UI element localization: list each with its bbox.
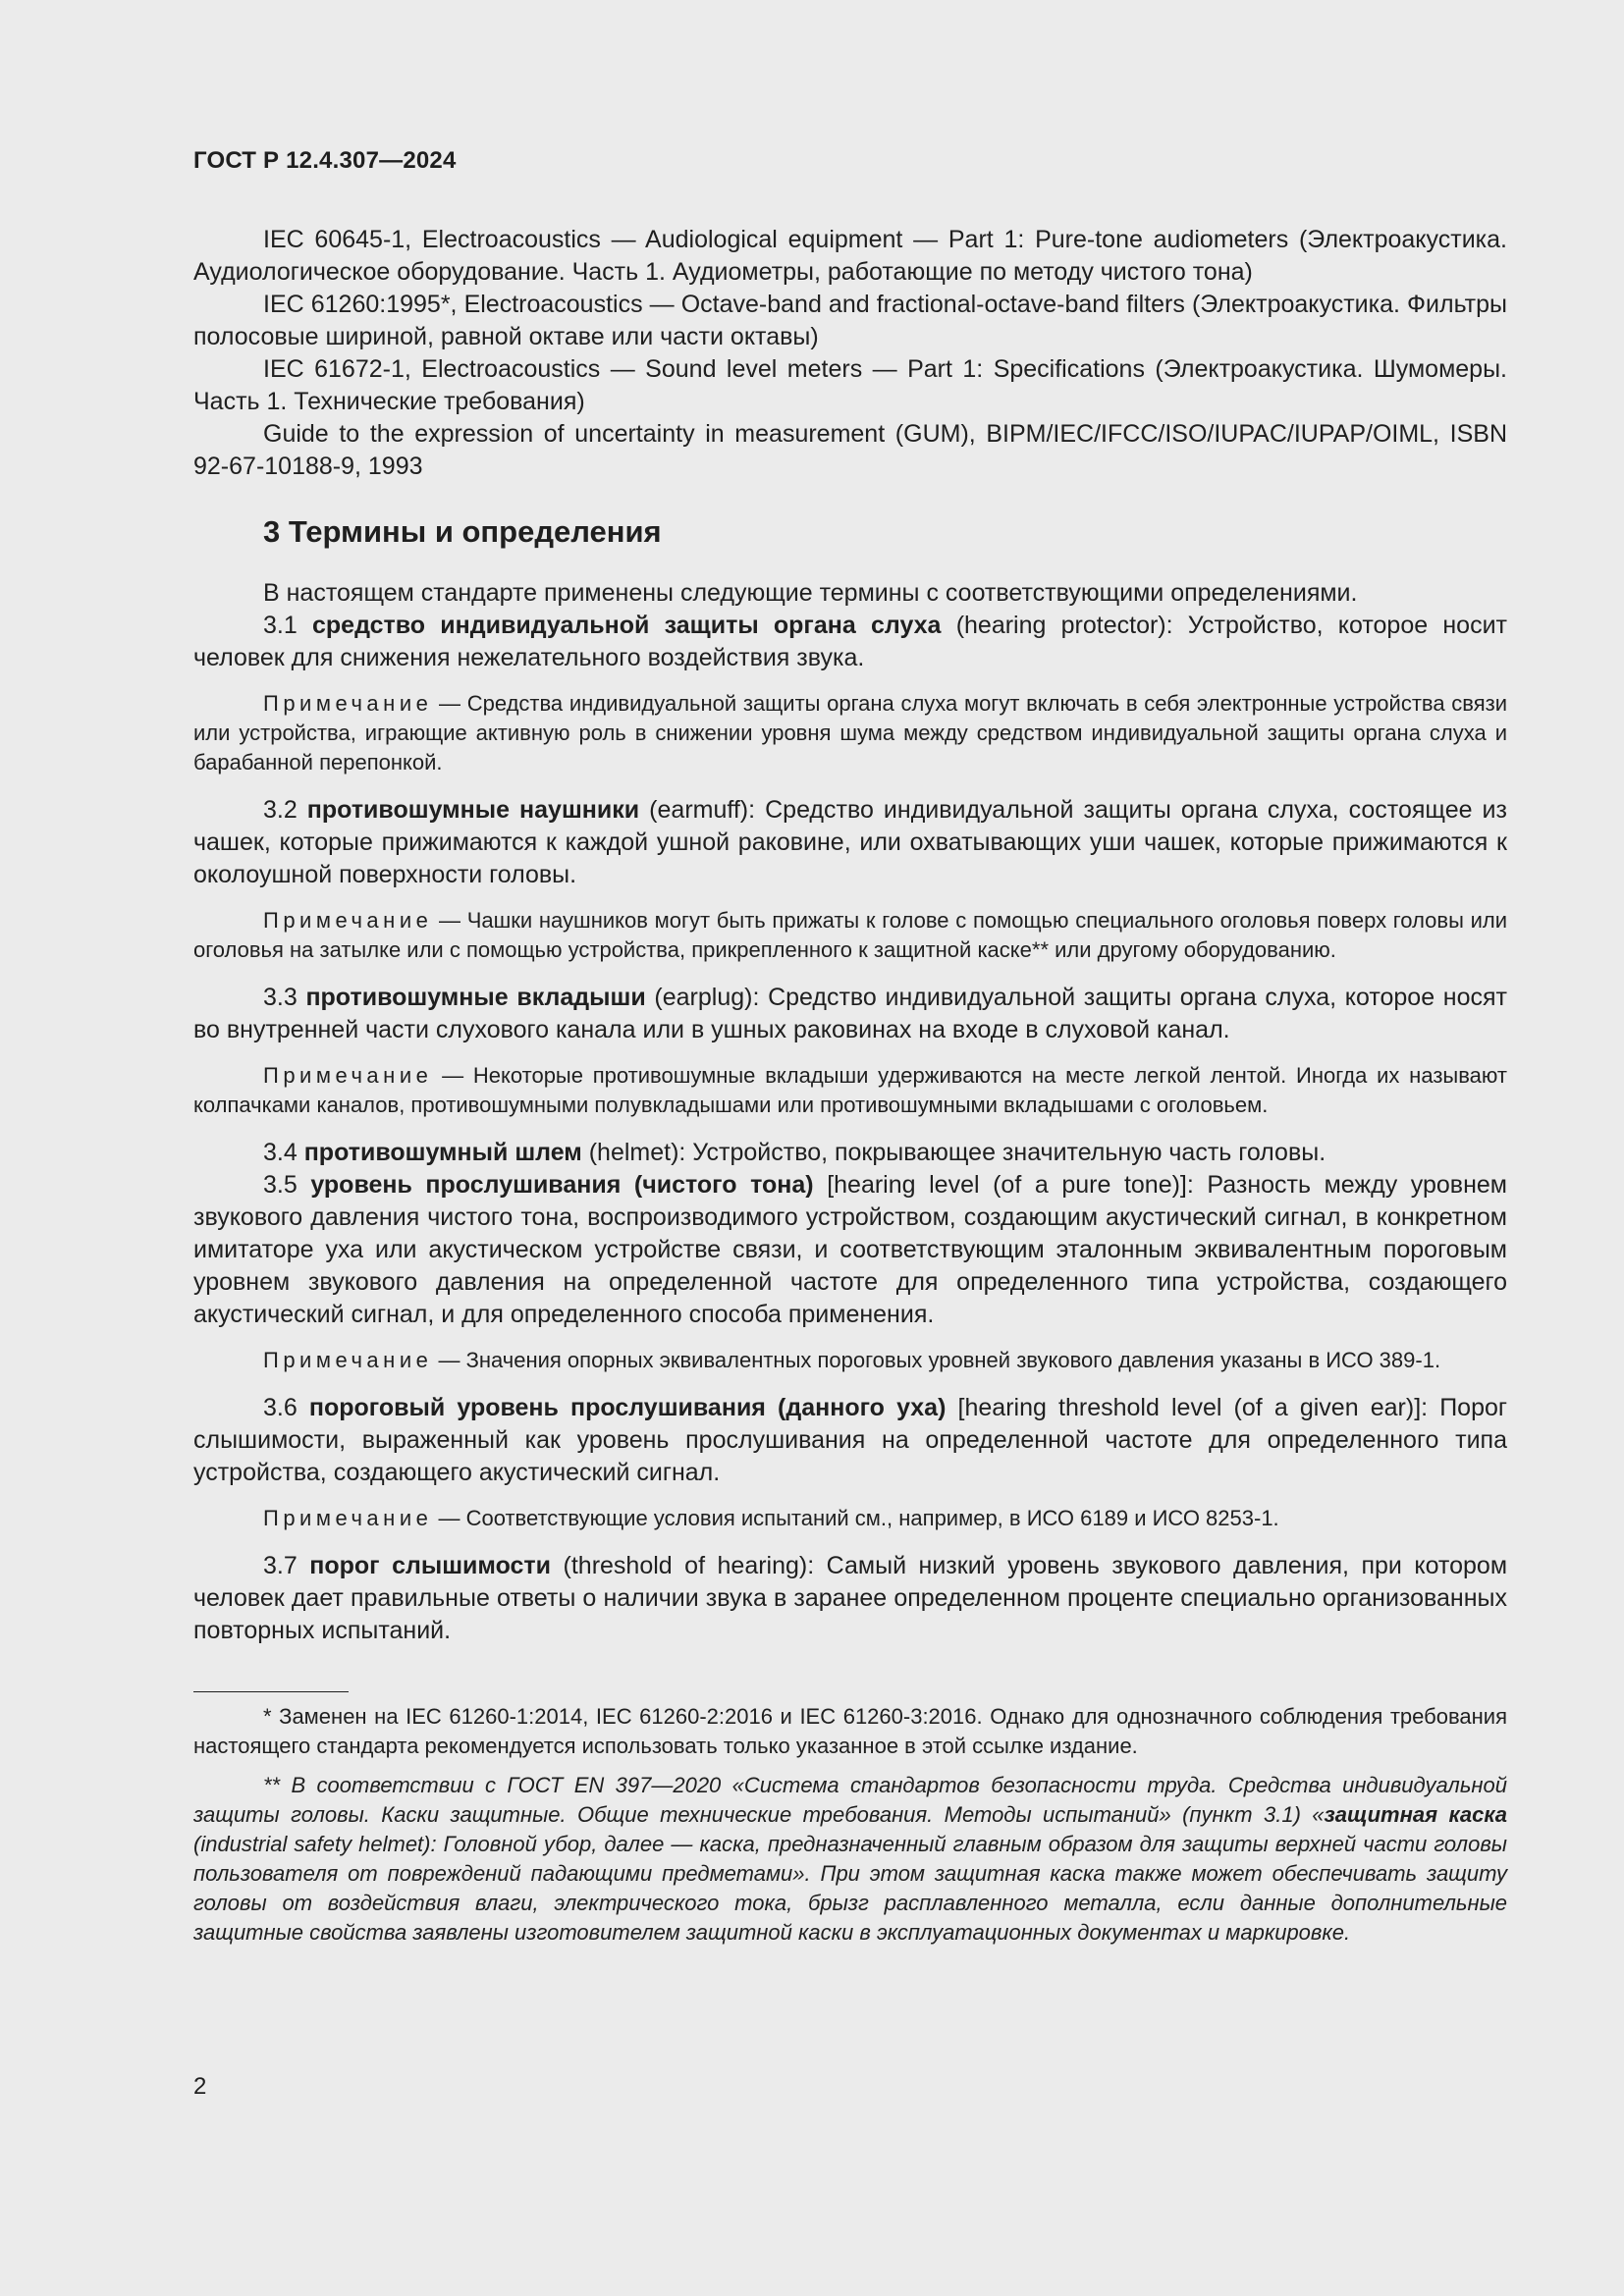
term-name: средство индивидуальной защиты органа слуха xyxy=(311,612,942,639)
term-number: 3.6 xyxy=(263,1394,309,1421)
term-number: 3.4 xyxy=(263,1139,304,1166)
section-intro: В настоящем стандарте применены следующие термины с соответствующими определениями. xyxy=(263,579,1358,607)
note-3-3 xyxy=(193,1061,1507,1120)
term-3-2 xyxy=(193,794,1507,891)
footnote-separator xyxy=(193,1691,349,1692)
note-text: — Чашки наушников могут быть прижаты к голове с помощью специального оголовья поверх головы или оголовья на затылке или с помощью устройства, прикрепленного к защитной каске** или другому оборудованию. xyxy=(193,908,1507,962)
term-3-7 xyxy=(193,1550,1507,1647)
footnote-2-term: защитная каска xyxy=(1324,1802,1507,1827)
reference-4: Guide to the expression of uncertainty in measurement (GUM), BIPM/IEC/IFCC/ISO/IUPAC/IUPAP/OIML, ISBN 92-67-10188-9, 1993 xyxy=(193,420,1507,480)
term-definition: [hearing threshold level (of a given ear)]: Порог слышимости, выраженный как уровень прослушивания на определенной частоте для определенного типа устройства, создающего акустический сигнал. xyxy=(193,1394,1508,1486)
term-3-5 xyxy=(193,1169,1507,1331)
footnote-2 xyxy=(193,1771,1507,1948)
term-name: противошумные вкладыши xyxy=(305,984,646,1011)
note-3-5 xyxy=(193,1346,1507,1375)
note-3-2 xyxy=(193,906,1507,965)
term-number: 3.1 xyxy=(263,612,312,639)
footnote-2-text: (industrial safety helmet): Головной убор, далее — каска, предназначенный главным образом для защиты верхней части головы пользователя от повреждений падающими предметами». При этом защитная каска также может обеспечивать защиту головы от воздействия влаги, электрического тока, брызг расплавленного металла, если данные дополнительные защитные свойства заявлены изготовителем защитной каски в эксплуатационных документах и маркировке. xyxy=(193,1832,1507,1945)
note-3-6 xyxy=(193,1504,1507,1533)
term-3-4 xyxy=(193,1137,1507,1169)
note-label: Примечание xyxy=(263,1506,433,1530)
note-text: — Средства индивидуальной защиты органа слуха могут включать в себя электронные устройства связи или устройства, играющие активную роль в снижении уровня шума между средством индивидуальной защиты органа слуха и барабанной перепонкой. xyxy=(193,691,1507,774)
reference-3: IEC 61672-1, Electroacoustics — Sound level meters — Part 1: Specifications (Электроакустика. Шумомеры. Часть 1. Технические требования) xyxy=(193,355,1507,415)
note-text: — Некоторые противошумные вкладыши удерживаются на месте легкой лентой. Иногда их называют колпачками каналов, противошумными полувкладышами или противошумными вкладышами с оголовьем. xyxy=(193,1063,1507,1117)
term-name: противошумные наушники xyxy=(306,796,640,824)
term-definition: (hearing protector): Устройство, которое носит человек для снижения нежелательного воздействия звука. xyxy=(193,612,1507,671)
term-number: 3.2 xyxy=(263,796,307,824)
term-definition: (earmuff): Средство индивидуальной защиты органа слуха, состоящее из чашек, которые прижимаются к каждой ушной раковине, или охватывающих уши чашек, которые прижимаются к околоушной поверхности головы. xyxy=(193,796,1507,888)
term-number: 3.5 xyxy=(263,1171,311,1199)
term-3-6 xyxy=(193,1392,1507,1489)
reference-2: IEC 61260:1995*, Electroacoustics — Octave-band and fractional-octave-band filters (Электроакустика. Фильтры полосовые шириной, равной октаве или части октавы) xyxy=(193,291,1507,350)
term-number: 3.3 xyxy=(263,984,306,1011)
footnote-1: * Заменен на IEC 61260-1:2014, IEC 61260-2:2016 и IEC 61260-3:2016. Однако для однозначного соблюдения требования настоящего стандарта рекомендуется использовать только указанное в этой ссылке издание. xyxy=(193,1704,1507,1758)
note-label: Примечание xyxy=(263,908,433,933)
page-number: 2 xyxy=(193,2073,207,2100)
term-name: пороговый уровень прослушивания (данного уха) xyxy=(308,1394,947,1421)
document-body xyxy=(193,224,1507,1948)
note-label: Примечание xyxy=(263,1348,433,1372)
term-definition: (helmet): Устройство, покрывающее значительную часть головы. xyxy=(581,1139,1326,1166)
note-label: Примечание xyxy=(263,691,433,716)
term-name: уровень прослушивания (чистого тона) xyxy=(310,1171,814,1199)
term-3-3 xyxy=(193,982,1507,1046)
term-definition: [hearing level (of a pure tone)]: Разность между уровнем звукового давления чистого тона, воспроизводимого устройством, создающим акустический сигнал, в конкретном имитаторе уха или акустическом устройстве связи, и соответствующим эталонным эквивалентным пороговым уровнем звукового давления на определенной частоте для определенного типа устройства, создающего акустический сигнал, и для определенного способа применения. xyxy=(193,1171,1507,1328)
term-name: порог слышимости xyxy=(309,1552,552,1579)
footnote-2-prefix: ** В соответствии с ГОСТ EN 397—2020 «Система стандартов безопасности труда. Средства индивидуальной защиты головы. Каски защитные. Общие технические требования. Методы испытаний» (пункт 3.1) « xyxy=(193,1773,1507,1827)
document-header: ГОСТ Р 12.4.307—2024 xyxy=(193,147,457,174)
section-heading: 3 Термины и определения xyxy=(263,514,662,549)
term-definition: (earplug): Средство индивидуальной защиты органа слуха, которое носят во внутренней части слухового канала или в ушных раковинах на входе в слуховой канал. xyxy=(193,984,1507,1043)
term-number: 3.7 xyxy=(263,1552,310,1579)
note-label: Примечание xyxy=(263,1063,433,1088)
term-definition: (threshold of hearing): Самый низкий уровень звукового давления, при котором человек дает правильные ответы о наличии звука в заранее определенном проценте специально организованных повторных испытаний. xyxy=(193,1552,1508,1644)
note-text: — Значения опорных эквивалентных пороговых уровней звукового давления указаны в ИСО 389-1. xyxy=(432,1348,1441,1372)
reference-1: IEC 60645-1, Electroacoustics — Audiological equipment — Part 1: Pure-tone audiometers (Электроакустика. Аудиологическое оборудование. Часть 1. Аудиометры, работающие по методу чистого тона) xyxy=(193,226,1507,286)
term-3-1 xyxy=(193,610,1507,674)
note-text: — Соответствующие условия испытаний см., например, в ИСО 6189 и ИСО 8253-1. xyxy=(432,1506,1279,1530)
term-name: противошумный шлем xyxy=(303,1139,582,1166)
note-3-1 xyxy=(193,689,1507,777)
